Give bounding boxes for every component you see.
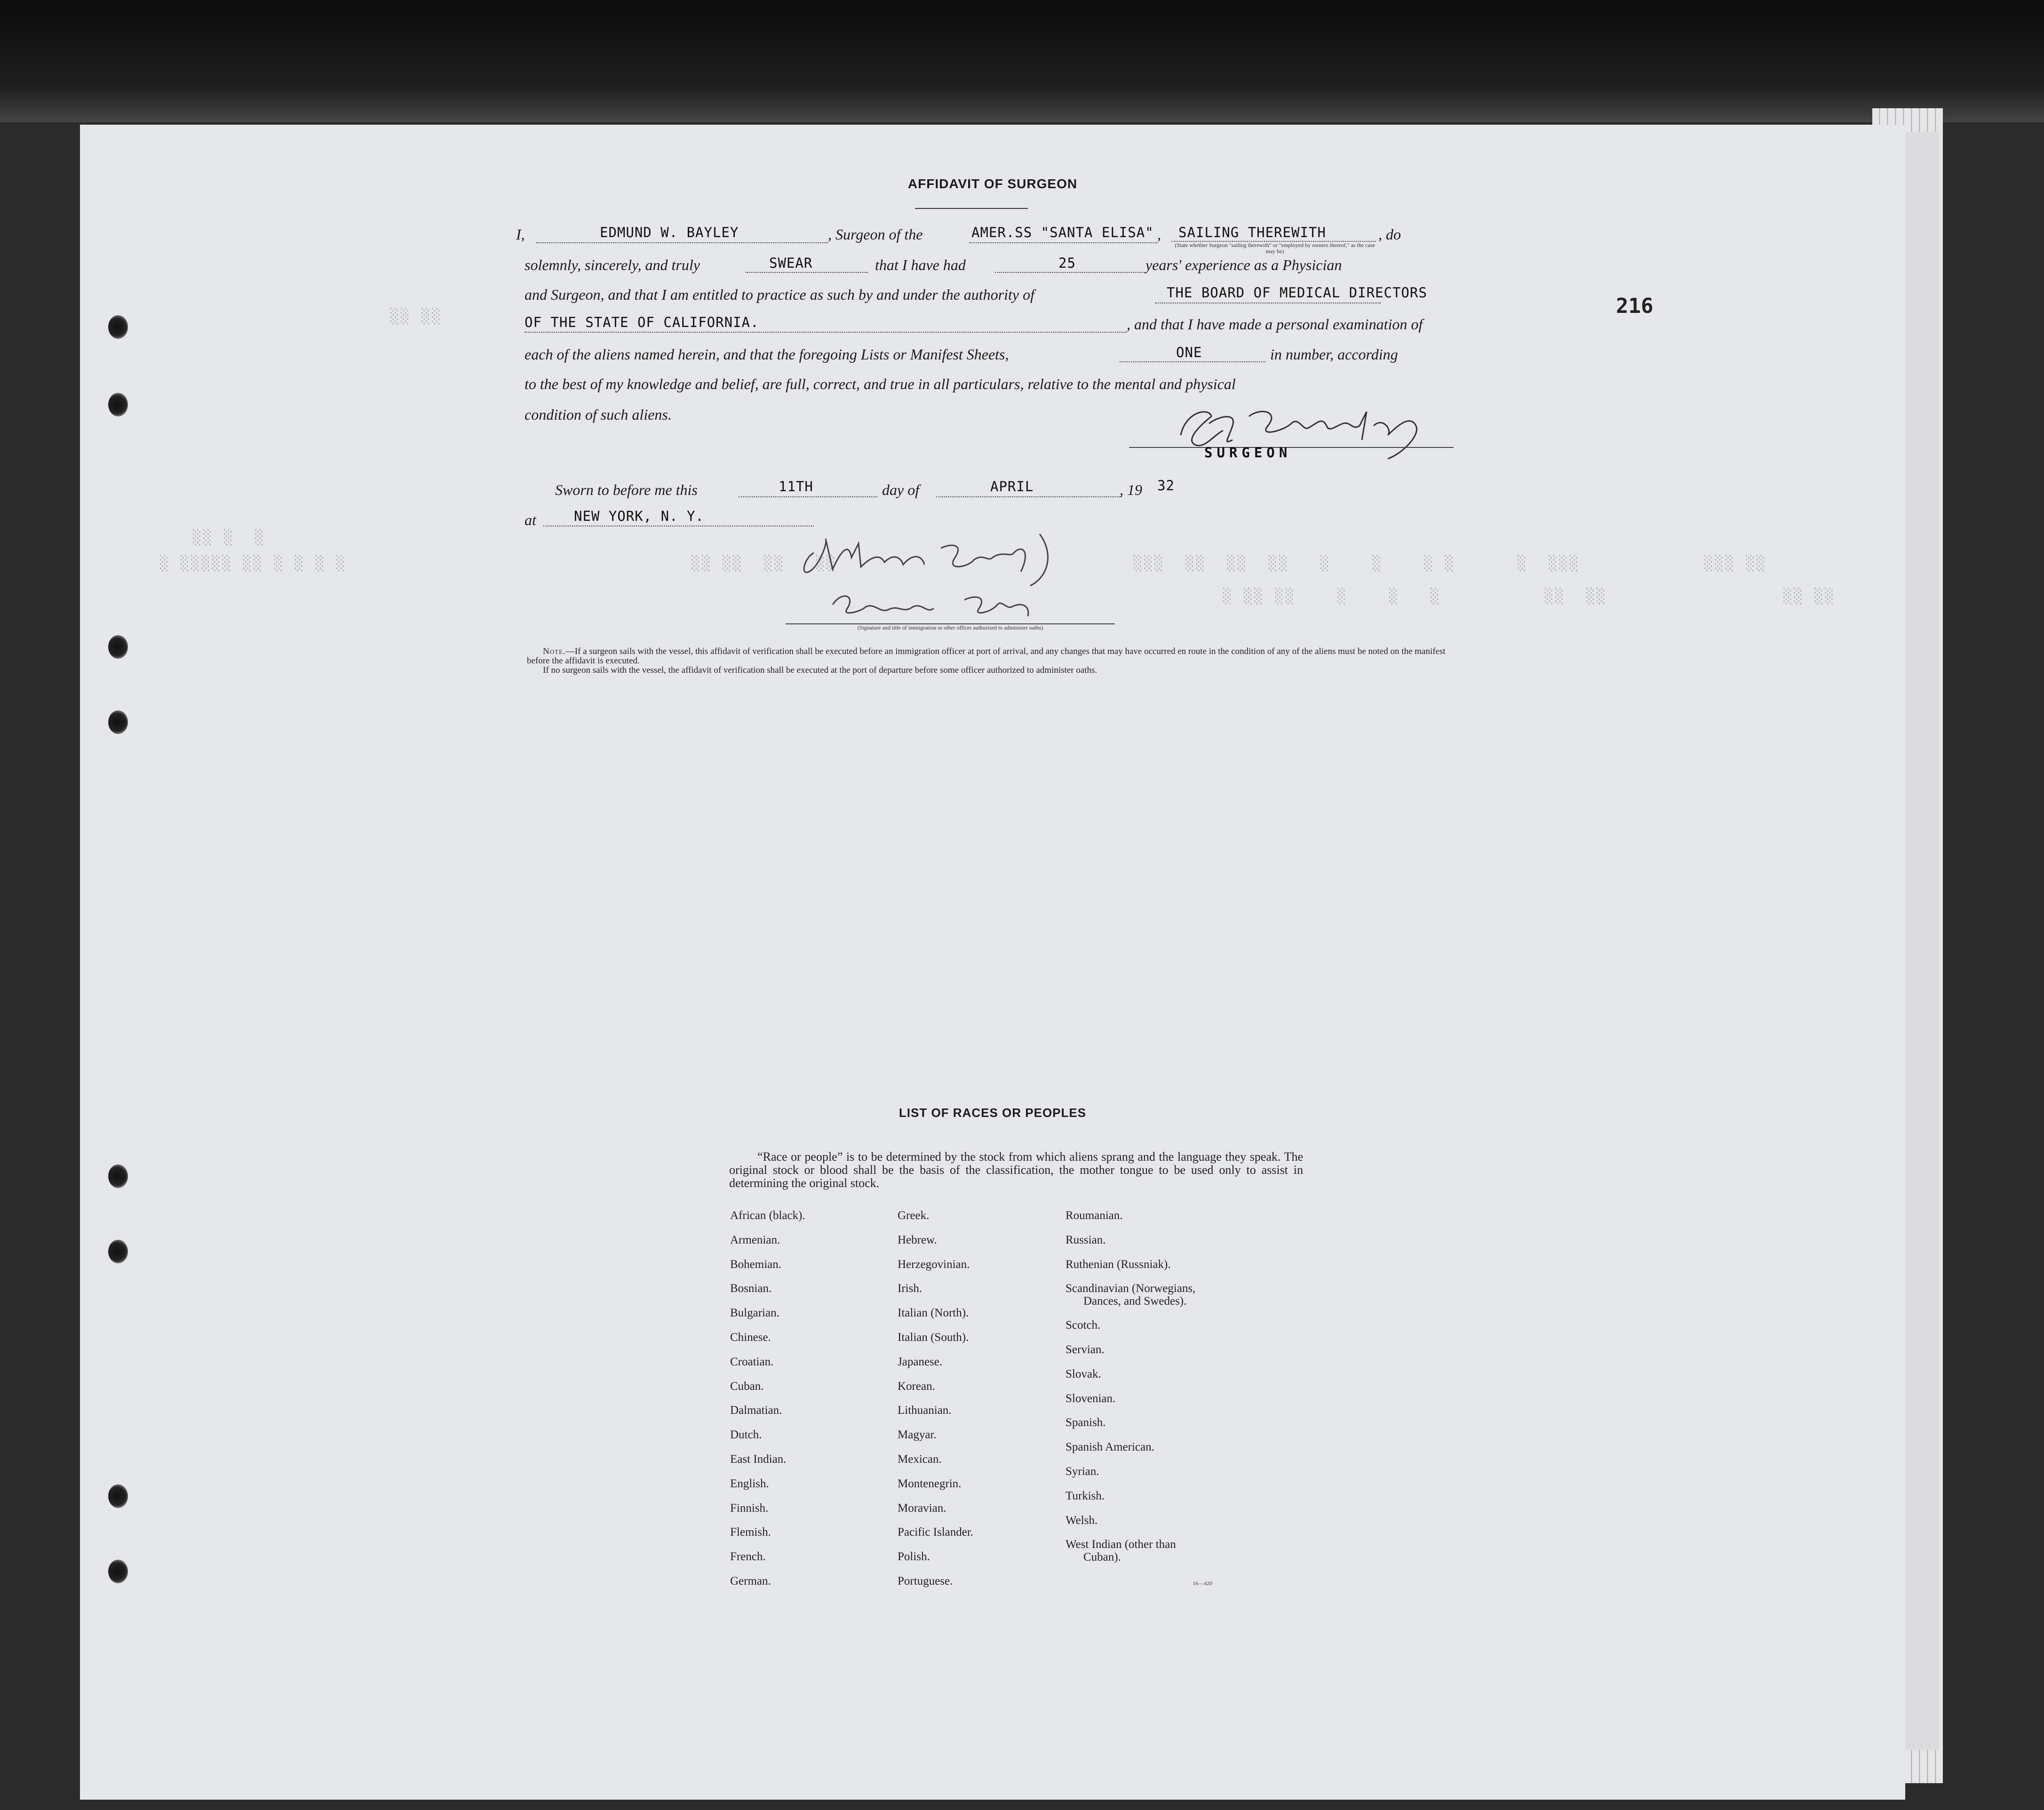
affidavit-text: solemnly, sincerely, and truly — [525, 256, 700, 273]
race-list-item: Dalmatian. — [730, 1404, 782, 1417]
sworn-year-value: 32 — [1157, 478, 1175, 494]
race-list-item: Hebrew. — [898, 1234, 937, 1246]
note-label: Note. — [543, 646, 566, 656]
fill-line — [969, 242, 1157, 243]
race-list-item: Slovak. — [1066, 1368, 1101, 1380]
sailing-note: (State whether Surgeon "sailing therewith" or "employed by owners thereof," as the case may be) — [1175, 242, 1375, 255]
race-list-item: Korean. — [898, 1380, 935, 1393]
fill-line — [995, 272, 1143, 273]
race-list-item: Spanish American. — [1066, 1441, 1154, 1453]
race-list-item: Roumanian. — [1066, 1209, 1123, 1222]
affidavit-text: and Surgeon, and that I am entitled to practice as such by and under the authority of — [525, 286, 1034, 303]
race-list-item: Russian. — [1066, 1234, 1106, 1246]
races-column-2 — [898, 1209, 1058, 1586]
sailing-status-value: SAILING THEREWITH — [1178, 224, 1326, 240]
authority-value-line2: OF THE STATE OF CALIFORNIA. — [525, 314, 759, 330]
races-column-1 — [730, 1209, 890, 1586]
fill-line — [739, 496, 877, 497]
scan-border — [0, 0, 2044, 122]
race-list-item: Pacific Islander. — [898, 1526, 974, 1539]
oath-type-value: SWEAR — [769, 255, 813, 271]
race-list-item: Cuban. — [730, 1380, 764, 1393]
affidavit-text: , and that I have made a personal examination of — [1127, 316, 1423, 333]
punch-hole — [108, 710, 128, 734]
race-list-item: Bosnian. — [730, 1282, 772, 1295]
manifest-page — [80, 125, 1905, 1800]
fill-line — [746, 272, 868, 273]
print-number: 16—420 — [1193, 1580, 1212, 1587]
punch-hole — [108, 393, 128, 416]
note-paragraph-2: If no surgeon sails with the vessel, the affidavit of verification shall be executed at the port of departure before some officer authorized to administer oaths. — [543, 665, 1098, 675]
punch-hole — [108, 1240, 128, 1263]
fill-line — [525, 332, 1127, 333]
bleed-through-text: ░░ ░░ — [390, 308, 443, 325]
race-list-item: Scandinavian (Norwegians, — [1066, 1282, 1196, 1295]
fill-line — [1120, 361, 1265, 362]
punch-hole — [108, 1560, 128, 1583]
race-list-item: Cuban). — [1083, 1551, 1121, 1563]
affidavit-text: at — [525, 511, 536, 528]
bleed-through-text: ░ ░░ ░░ ░ ░ ░ ░░ ░░ ░░ ░░ — [1223, 588, 1836, 605]
affidavit-text: each of the aliens named herein, and that the foregoing Lists or Manifest Sheets, — [525, 346, 1009, 363]
affidavit-text: to the best of my knowledge and belief, are full, correct, and true in all particulars, relative to the mental and physical — [525, 375, 1236, 392]
affidavit-text: condition of such aliens. — [525, 406, 672, 423]
race-list-item: Welsh. — [1066, 1514, 1098, 1527]
race-list-item: Dutch. — [730, 1428, 762, 1441]
race-list-item: Dances, and Swedes). — [1083, 1295, 1187, 1308]
race-list-item: Armenian. — [730, 1234, 780, 1246]
affidavit-text: day of — [882, 481, 920, 498]
race-list-item: Irish. — [898, 1282, 923, 1295]
years-experience-value: 25 — [1058, 255, 1076, 271]
vessel-value: AMER.SS "SANTA ELISA" — [971, 224, 1154, 240]
bleed-through-text: ░░ ░ ░ — [193, 529, 266, 546]
affidavit-text: years' experience as a Physician — [1145, 256, 1342, 273]
race-list-item: Bohemian. — [730, 1258, 782, 1271]
race-list-item: Herzegovinian. — [898, 1258, 970, 1271]
race-list-item: Montenegrin. — [898, 1477, 962, 1490]
race-list-item: African (black). — [730, 1209, 805, 1222]
affidavit-text: Sworn to before me this — [555, 481, 698, 498]
surgeon-name-value: EDMUND W. BAYLEY — [600, 224, 739, 240]
affidavit-text: , do — [1378, 226, 1401, 243]
affidavit-text: that I have had — [875, 256, 966, 273]
race-list-item: Croatian. — [730, 1356, 774, 1368]
authority-value-line1: THE BOARD OF MEDICAL DIRECTORS — [1167, 285, 1427, 301]
race-list-item: Magyar. — [898, 1428, 937, 1441]
affidavit-text: , Surgeon of the — [828, 226, 923, 243]
bleed-through-text: ░░ ░░ ░░ ░░ — [692, 555, 837, 572]
race-list-item: Scotch. — [1066, 1319, 1101, 1332]
punch-hole — [108, 1484, 128, 1508]
races-column-3 — [1066, 1209, 1254, 1586]
race-list-item: Italian (North). — [898, 1307, 969, 1319]
race-list-item: Portuguese. — [898, 1575, 953, 1587]
affidavit-text: , — [1157, 226, 1161, 243]
affidavit-text: I, — [516, 226, 525, 243]
sheets-count-value: ONE — [1176, 344, 1202, 360]
race-list-item: Finnish. — [730, 1502, 769, 1515]
race-list-item: East Indian. — [730, 1453, 787, 1466]
signature-title-value: SURGEON — [1204, 445, 1292, 461]
race-list-item: Lithuanian. — [898, 1404, 952, 1417]
race-list-item: Spanish. — [1066, 1416, 1106, 1429]
fill-line — [536, 242, 828, 243]
sworn-month-value: APRIL — [990, 478, 1034, 494]
title-underline — [915, 208, 1028, 209]
race-list-item: Japanese. — [898, 1356, 943, 1368]
page-number: 216 — [1616, 294, 1654, 318]
race-list-item: Bulgarian. — [730, 1307, 779, 1319]
race-list-item: Mexican. — [898, 1453, 942, 1466]
race-list-item: French. — [730, 1550, 766, 1563]
affidavit-text: in number, according — [1270, 346, 1398, 363]
officer-signature — [767, 525, 1106, 633]
race-list-item: Servian. — [1066, 1343, 1105, 1356]
race-list-item: West Indian (other than — [1066, 1538, 1176, 1551]
race-list-item: Ruthenian (Russniak). — [1066, 1258, 1171, 1271]
bleed-through-text: ░░░ ░░ ░░ ░░ ░ ░ ░ ░ ░ ░░░ ░░░ ░░ — [1134, 555, 1767, 572]
punch-hole — [108, 635, 128, 659]
race-list-item: German. — [730, 1575, 771, 1587]
note-paragraph-1: —If a surgeon sails with the vessel, this affidavit of verification shall be executed before an immigration officer at port of arrival, and any changes that may have occurred en route in the condition of any of the aliens must be noted on the manifest before the affidavit is executed. — [527, 646, 1446, 666]
race-list-item: Slovenian. — [1066, 1392, 1116, 1405]
punch-hole — [108, 1164, 128, 1188]
race-list-item: Turkish. — [1066, 1490, 1105, 1502]
race-list-item: Flemish. — [730, 1526, 771, 1539]
race-list-item: Chinese. — [730, 1331, 771, 1344]
officer-caption: (Signature and title of immigration or other officer authorized to administer oaths) — [857, 624, 1043, 631]
affidavit-title: AFFIDAVIT OF SURGEON — [907, 176, 1078, 191]
punch-hole — [108, 315, 128, 339]
race-list-item: English. — [730, 1477, 769, 1490]
race-list-item: Moravian. — [898, 1502, 946, 1515]
races-title: LIST OF RACES OR PEOPLES — [899, 1106, 1087, 1120]
race-list-item: Greek. — [898, 1209, 930, 1222]
races-intro: “Race or people” is to be determined by the stock from which aliens sprang and the language they speak. The original stock or blood shall be the basis of the classification, the mother tongue to be used only to assist in determining the original stock. — [729, 1150, 1303, 1190]
race-list-item: Syrian. — [1066, 1465, 1099, 1478]
race-list-item: Polish. — [898, 1550, 930, 1563]
sworn-place-value: NEW YORK, N. Y. — [574, 508, 704, 524]
fill-line — [936, 496, 1122, 497]
affidavit-note — [527, 647, 1463, 675]
affidavit-text: , 19 — [1120, 481, 1142, 498]
race-list-item: Italian (South). — [898, 1331, 969, 1344]
bleed-through-text: ░ ░░░░░ ░░ ░ ░ ░ ░ — [160, 555, 347, 572]
sworn-day-value: 11TH — [779, 478, 813, 494]
